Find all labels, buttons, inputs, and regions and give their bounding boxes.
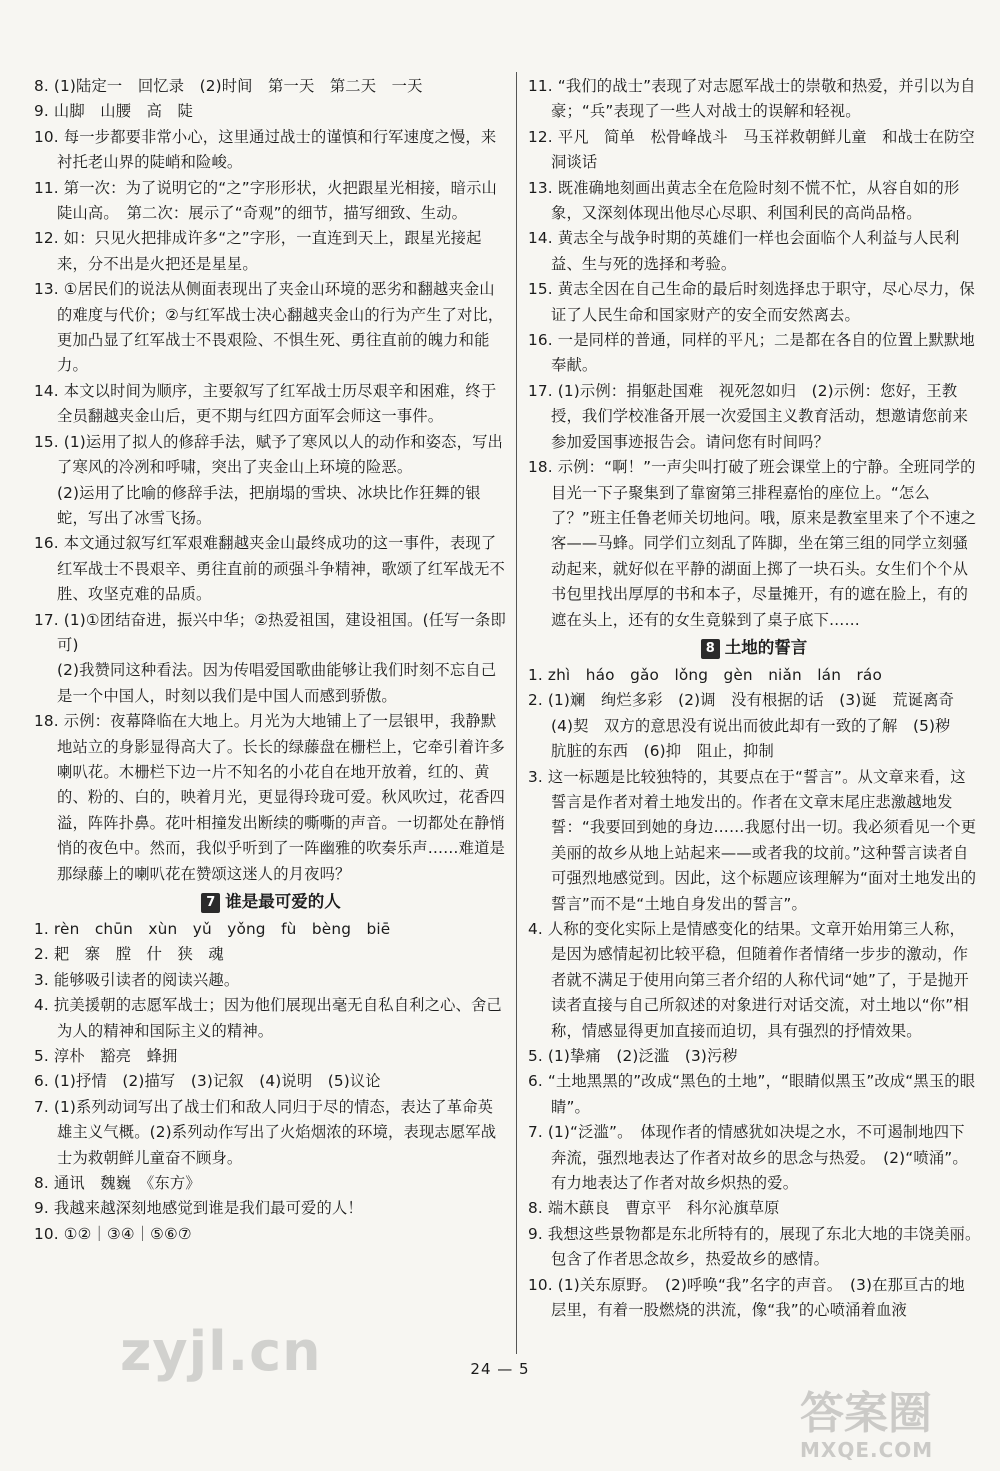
answer-text: 3. 能够吸引读者的阅读兴趣。 (34, 970, 240, 989)
answer-text: 5. 淳朴 豁亮 蜂拥 (34, 1047, 178, 1066)
answer-text: 1. zhì háo gǎo lǒng gèn niǎn lán ráo (528, 665, 882, 684)
answer-item (34, 226, 508, 277)
answer-text: (2)我赞同这种看法。因为传唱爱国歌曲能够让我们时刻不忘自己是一个中国人，时刻以我们是中国人而感到骄傲。 (57, 661, 497, 705)
watermark-zyjl: zyjl.cn (120, 1320, 322, 1383)
answer-text: 8. 通讯 魏巍 《东方》 (34, 1174, 201, 1193)
answer-text: 10. 每一步都要非常小心，这里通过战士的谨慎和行军速度之慢，来衬托老山界的陡峭和险峻。 (34, 127, 497, 172)
answer-text: 11. “我们的战士”表现了对志愿军战士的崇敬和热爱，并引以为自豪；“兵”表现了一些人对战士的误解和轻视。 (528, 77, 976, 121)
answer-text: 6. (1)抒情 (2)描写 (3)记叙 (4)说明 (5)议论 (34, 1072, 381, 1091)
answer-text: 9. 山脚 山腰 高 陡 (34, 102, 193, 121)
answer-text: 8. 端木蕻良 曹京平 科尔沁旗草原 (528, 1199, 780, 1218)
watermark-mxqe (800, 1390, 990, 1468)
answer-item (528, 455, 980, 633)
answer-text: 15. 黄志全因在自己生命的最后时刻选择忠于职守，尽心尽力，保证了人民生命和国家财产的安全而安然离去。 (528, 280, 975, 324)
answer-item (528, 1044, 980, 1069)
answer-text: 15. (1)运用了拟人的修辞手法，赋予了寒风以人的动作和姿态，写出了寒风的冷冽和呼啸，突出了夹金山上环境的险恶。 (34, 432, 503, 477)
answer-continuation (34, 481, 508, 532)
answer-continuation (34, 658, 508, 709)
answer-item (34, 1044, 508, 1069)
answer-text: 17. (1)①团结奋进，振兴中华；②热爱祖国，建设祖国。(任写一条即可) (34, 610, 506, 654)
answer-text: 18. 示例：“啊！”一声尖叫打破了班会课堂上的宁静。全班同学的目光一下子聚集到了靠窗第三排程嘉怡的座位上。“怎么了？”班主任鲁老师关切地问。哦，原来是教室里来了个不速之客——马蜂。同学们立刻乱了阵脚，坐在第三组的同学立刻骚动起来，就好似在平静的湖面上掷了一块石头。女生们个个从书包里找出厚厚的书和本子，尽量摊开，有的遮在脸上，有的遮在头上，还有的女生竟躲到了桌子底下…… (528, 458, 977, 629)
answer-item (34, 968, 508, 993)
answer-item (528, 1196, 980, 1221)
answer-item (34, 1069, 508, 1094)
answer-item (34, 608, 508, 659)
answer-text: 6. “土地黑黑的”改成“黑色的土地”，“眼睛似黑玉”改成“黑玉的眼睛”。 (528, 1072, 976, 1116)
answer-item (34, 942, 508, 967)
answer-item (34, 1222, 508, 1247)
answer-item (528, 1069, 980, 1120)
answer-text: 9. 我想这些景物都是东北所特有的，展现了东北大地的丰饶美丽。 包含了作者思念故乡，热爱故乡的感情。 (528, 1224, 989, 1269)
answer-item (528, 226, 980, 277)
answer-item (528, 917, 980, 1044)
answer-item (528, 1120, 980, 1196)
answer-text: 12. 平凡 简单 松骨峰战斗 马玉祥救朝鲜儿童 和战士在防空洞谈话 (528, 127, 975, 172)
watermark-url: MXQE.COM (800, 1438, 934, 1462)
answer-text: 8. (1)陆定一 回忆录 (2)时间 第一天 第二天 一天 (34, 77, 423, 95)
right-column (528, 74, 989, 1324)
left-column (34, 74, 508, 1247)
answer-item (528, 277, 980, 328)
answer-item (34, 430, 508, 481)
watermark-logo: 答案圈 (800, 1388, 932, 1439)
section-title: 土地的誓言 (724, 637, 808, 657)
answer-item (528, 765, 980, 917)
answer-item (34, 709, 508, 887)
answer-text: 13. ①居民们的说法从侧面表现出了夹金山环境的恶劣和翻越夹金山的难度与代价；②与红军战士决心翻越夹金山的行为产生了对比，更加凸显了红军战士不畏艰险、不惧生死、勇往直前的魄力和能力。 (34, 280, 504, 375)
answer-text: 16. 本文通过叙写红军艰难翻越夹金山最终成功的这一事件，表现了红军战士不畏艰辛、勇往直前的顽强斗争精神，歌颂了红军战无不胜、攻坚克难的品质。 (34, 534, 505, 604)
answer-text: 14. 黄志全与战争时期的英雄们一样也会面临个人利益与人民利益、生与死的选择和考验。 (528, 229, 960, 273)
answer-text: 17. (1)示例：捐躯赴国难 视死忽如归 (2)示例：您好，王教授，我们学校准备开展一次爱国主义教育活动，想邀请您前来参加爱国事迹报告会。请问您有时间吗？ (528, 381, 969, 451)
answer-item (528, 379, 980, 455)
answer-text: 14. 本文以时间为顺序，主要叙写了红军战士历尽艰辛和困难，终于全员翻越夹金山后，更不期与红四方面军会师这一事件。 (34, 381, 497, 426)
answer-item (34, 74, 508, 99)
section-number-badge: 8 (701, 639, 720, 659)
answer-item (528, 688, 980, 764)
answer-text: 10. (1)关东原野。 (2)呼唤“我”名字的声音。 (3)在那亘古的地层里，有着一股燃烧的洪流，像“我”的心喷涌着血液 (528, 1275, 965, 1320)
answer-item (34, 1095, 508, 1171)
answer-item (34, 277, 508, 379)
answer-text: 9. 我越来越深刻地感觉到谁是我们最可爱的人！ (34, 1199, 363, 1218)
answer-text: 2. (1)斓 绚烂多彩 (2)调 没有根据的话 (3)诞 荒诞离奇 (4)契 双方的意思没有说出而彼此却有一致的了解 (5)秽 肮脏的东西 (6)抑 阻止，抑制 (528, 691, 970, 761)
answer-item (528, 663, 980, 688)
answer-text: 7. (1)系列动词写出了战士们和敌人同归于尽的情态，表达了革命英雄主义气概。(2)系列动作写出了火焰烟浓的环境，表现志愿军战士为救朝鲜儿童奋不顾身。 (34, 1097, 497, 1167)
answer-text: 2. 耙 寨 膛 什 狭 魂 (34, 945, 224, 964)
answer-item (528, 328, 980, 379)
answer-text: 7. (1)“泛滥”。 体现作者的情感犹如决堤之水，不可遏制地四下奔流，强烈地表达了作者对故乡的思念与热爱。 (2)“喷涌”。 有力地表达了作者对故乡炽热的爱。 (528, 1123, 976, 1193)
answer-text: 18. 示例：夜幕降临在大地上。月光为大地铺上了一层银甲，我静默地站立的身影显得高大了。长长的绿藤盘在栅栏上，它牵引着许多喇叭花。木栅栏下边一片不知名的小花自在地开放着，红的、黄的、粉的、白的，映着月光，更显得玲珑可爱。秋风吹过，花香四溢，阵阵扑鼻。花叶相撞发出断续的嘶嘶的声音。一切都处在静悄悄的夜色中。然而，我似乎听到了一阵幽雅的吹奏乐声……难道是那绿藤上的喇叭花在赞颂这迷人的月夜吗？ (34, 712, 505, 883)
answer-text: 1. rèn chūn xùn yǔ yǒng fù bèng biē (34, 920, 391, 938)
answer-item (34, 1196, 508, 1221)
answer-text: 12. 如：只见火把排成许多“之”字形，一直连到天上，跟星光接起来，分不出是火把还是星星。 (34, 229, 482, 273)
answer-text: 3. 这一标题是比较独特的，其要点在于“誓言”。从文章来看，这誓言是作者对着土地发出的。作者在文章末尾庄悲激越地发誓：“我要回到她的身边……我愿付出一切。我必须看见一个更美丽的故乡从地上站起来——或者我的坟前。”这种誓言读者自可强烈地感觉到。因此，这个标题应该理解为“面对土地发出的誓言”而不是“土地自身发出的誓言”。 (528, 767, 977, 913)
answer-item (34, 99, 508, 124)
answer-item (34, 531, 508, 607)
answer-item (528, 176, 980, 227)
answer-text: 13. 既准确地刻画出黄志全在危险时刻不慌不忙，从容自如的形象，又深刻体现出他尽心尽职、利国利民的高尚品格。 (528, 178, 960, 223)
section-heading (34, 887, 508, 917)
answer-item (528, 1273, 980, 1324)
page-number: 24 — 5 (470, 1360, 530, 1378)
answer-text: 4. 抗美援朝的志愿军战士；因为他们展现出毫无自私自利之心、舍己为人的精神和国际主义的精神。 (34, 996, 502, 1040)
answer-text: 16. 一是同样的普通，同样的平凡；二是都在各自的位置上默默地奉献。 (528, 331, 975, 375)
answer-item (34, 1171, 508, 1196)
section-number-badge: 7 (201, 893, 220, 913)
section-title: 谁是最可爱的人 (225, 892, 341, 911)
answer-item (528, 125, 980, 176)
answer-text: 11. 第一次：为了说明它的“之”字形形状，火把跟星光相接，暗示山陡山高。 第二次：展示了“奇观”的细节，描写细致、生动。 (34, 178, 498, 223)
answer-item (34, 176, 508, 227)
answer-item (34, 917, 508, 942)
answer-text: 10. ①②｜③④｜⑤⑥⑦ (34, 1224, 192, 1243)
answer-item (528, 74, 980, 125)
answer-text: 4. 人称的变化实际上是情感变化的结果。文章开始用第三人称，是因为感情起初比较平稳，但随着作者情绪一步步的激动，作者就不满足于使用向第三者介绍的人称代词“她”了，于是抛开读者直接与自己所叙述的对象进行对话交流，对土地以“你”相称，情感显得更加直接而迫切，具有强烈的抒情效果。 (528, 920, 969, 1040)
answer-text: 5. (1)挚痛 (2)泛滥 (3)污秽 (528, 1047, 738, 1066)
answer-item (34, 125, 508, 176)
answer-text: (2)运用了比喻的修辞手法，把崩塌的雪块、冰块比作狂舞的银蛇，写出了冰雪飞扬。 (57, 483, 481, 527)
answer-item (528, 1222, 989, 1273)
section-heading (528, 633, 980, 663)
answer-item (34, 379, 508, 430)
column-divider (516, 72, 517, 1354)
answer-item (34, 993, 508, 1044)
